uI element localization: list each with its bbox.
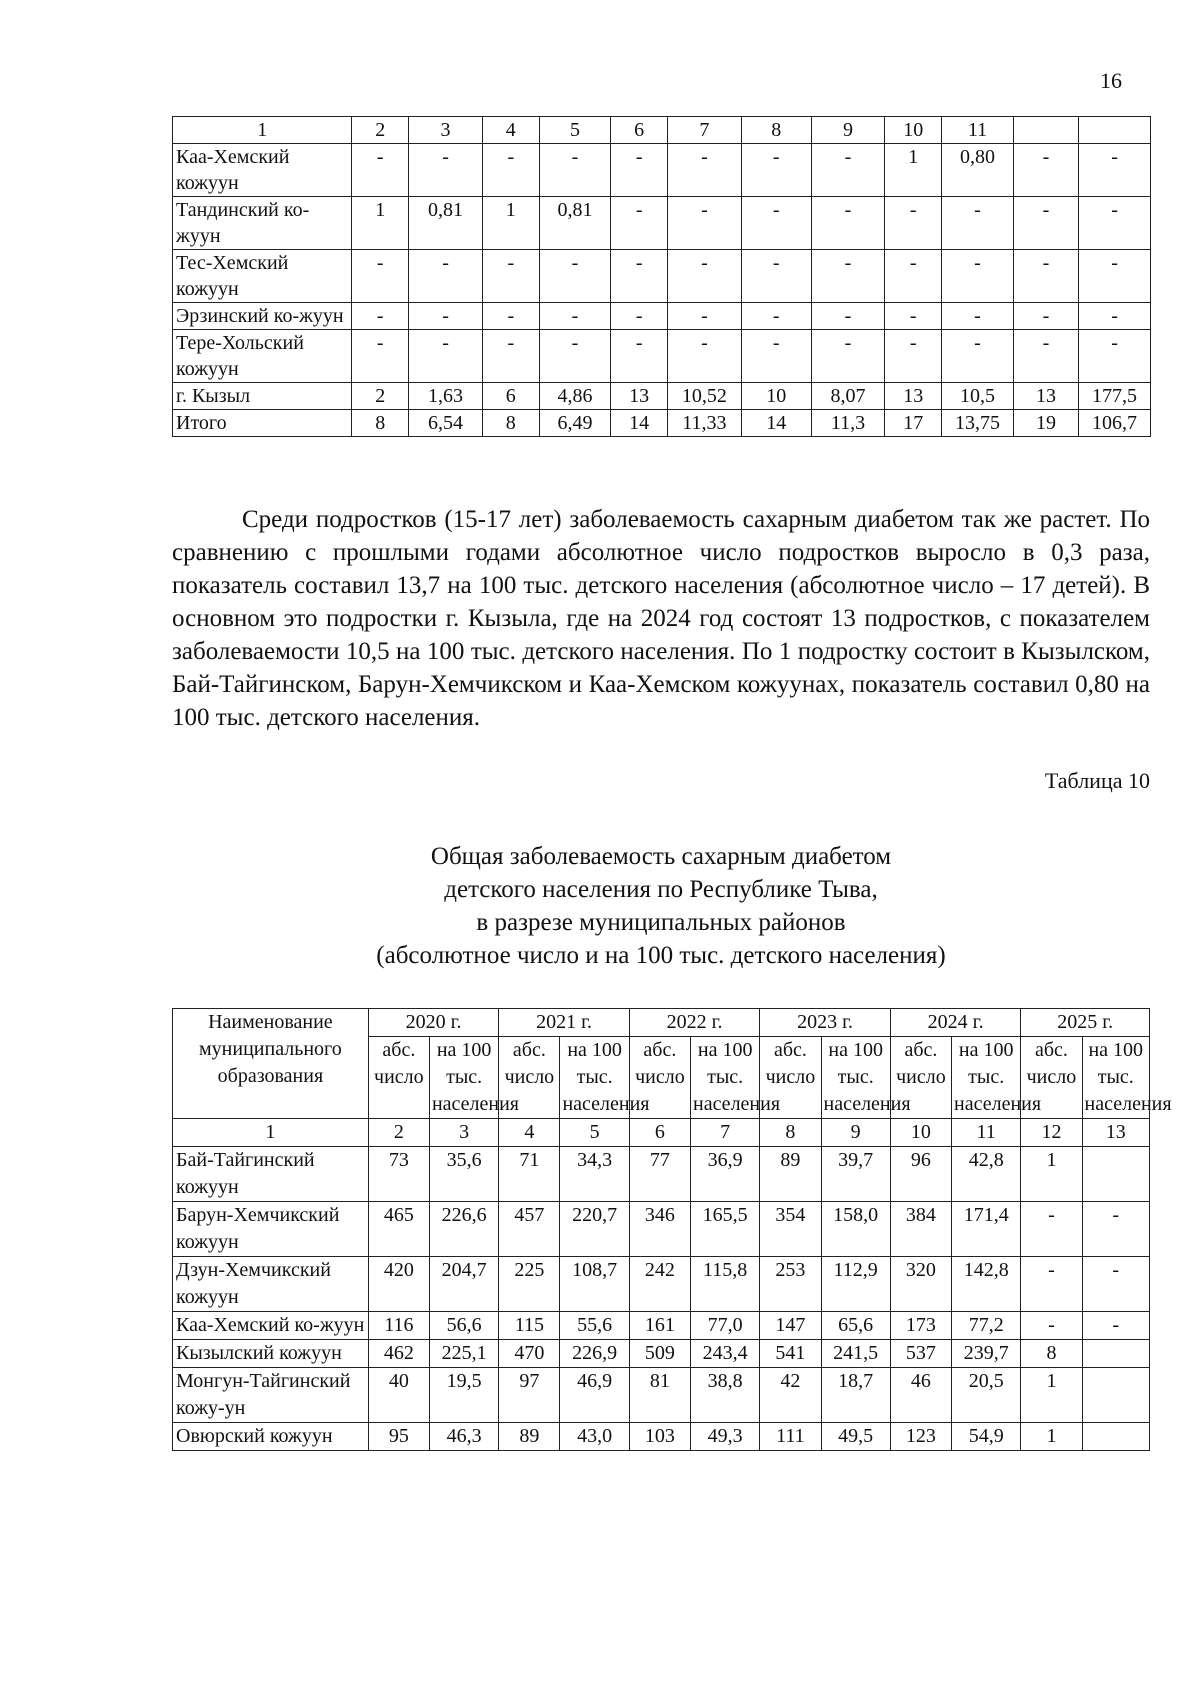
year-header: 2025 г. [1021, 1009, 1150, 1037]
table-cell: - [483, 303, 540, 330]
table-cell: - [409, 144, 483, 197]
paragraph-text: Среди подростков (15-17 лет) заболеваемость сахарным диабетом так же растет. По сравнению с прошлыми годами абсолютное число подростков выросло в 0,3 раза, показатель составил 13,7 на 100 тыс. детского населения (абсолютное число – 17 детей). В основном это подростки г. Кызыла, где на 2024 год состоят 13 подростков, с показателем заболеваемости 10,5 на 100 тыс. детского населения. По 1 подростку состоит в Кызылском, Бай-Тайгинском, Барун-Хемчикском и Каа-Хемском кожуунах, показатель составил 0,80 на 100 тыс. детского населения. [172, 506, 1150, 731]
district-name: Кызылский кожуун [173, 1340, 369, 1368]
table-cell: - [741, 303, 811, 330]
column-number: 10 [890, 1119, 951, 1147]
table-cell: 36,9 [690, 1147, 759, 1202]
table-cell: 173 [890, 1312, 951, 1340]
table-cell: - [1013, 250, 1078, 303]
table-cell: 142,8 [952, 1257, 1021, 1312]
district-name: Тере-Хольский кожуун [173, 330, 352, 383]
table-cell: 103 [629, 1423, 690, 1451]
table-cell: 541 [760, 1340, 821, 1368]
district-name: Овюрский кожуун [173, 1423, 369, 1451]
column-number: 3 [409, 117, 483, 144]
table-cell: 241,5 [821, 1340, 890, 1368]
column-number-row [173, 117, 1151, 144]
table-cell: 0,81 [409, 197, 483, 250]
table-cell: 55,6 [560, 1312, 629, 1340]
table-cell: - [811, 197, 885, 250]
table-cell: - [811, 250, 885, 303]
rate-header: на 100 тыс. населения [821, 1037, 890, 1119]
table-cell: 220,7 [560, 1202, 629, 1257]
table-cell: 89 [760, 1147, 821, 1202]
district-name: Каа-Хемский ко-жуун [173, 1312, 369, 1340]
table-cell: 470 [499, 1340, 560, 1368]
table-cell: 19 [1013, 410, 1078, 437]
table-cell: - [483, 330, 540, 383]
table-cell: - [1013, 330, 1078, 383]
table-cell: - [352, 250, 409, 303]
table-cell: 1 [1021, 1147, 1082, 1202]
table-cell: 243,4 [690, 1340, 759, 1368]
year-header: 2023 г. [760, 1009, 891, 1037]
table-cell: - [409, 303, 483, 330]
column-number: 7 [690, 1119, 759, 1147]
table-cell: - [1079, 144, 1151, 197]
table-cell: - [885, 330, 942, 383]
table-cell: - [667, 197, 741, 250]
table-cell: 14 [741, 410, 811, 437]
table-cell [1082, 1340, 1149, 1368]
table-cell: 537 [890, 1340, 951, 1368]
table-cell: 115 [499, 1312, 560, 1340]
table-row [173, 144, 1151, 197]
table-cell: - [352, 330, 409, 383]
table-cell: 49,5 [821, 1423, 890, 1451]
column-number: 5 [560, 1119, 629, 1147]
column-number [1079, 117, 1151, 144]
district-name: Монгун-Тайгинский кожу-ун [173, 1368, 369, 1423]
table-cell [1082, 1423, 1149, 1451]
table-cell: 115,8 [690, 1257, 759, 1312]
table-cell: 1 [352, 197, 409, 250]
table-cell: 462 [368, 1340, 429, 1368]
title-line: (абсолютное число и на 100 тыс. детского населения) [376, 942, 946, 969]
table-cell: 20,5 [952, 1368, 1021, 1423]
table-cell: 420 [368, 1257, 429, 1312]
table-cell: 226,6 [429, 1202, 498, 1257]
table-cell: 106,7 [1079, 410, 1151, 437]
column-number: 12 [1021, 1119, 1082, 1147]
table-cell: - [611, 330, 668, 383]
continued-table [172, 116, 1151, 437]
table-row [173, 1312, 1150, 1340]
table-cell: - [811, 330, 885, 383]
table-cell [1082, 1368, 1149, 1423]
year-header: 2024 г. [890, 1009, 1021, 1037]
column-number: 3 [429, 1119, 498, 1147]
table-cell: 8 [1021, 1340, 1082, 1368]
rate-header: на 100 тыс. населения [1082, 1037, 1149, 1119]
table-cell: 2 [352, 383, 409, 410]
abs-header: абс. число [629, 1037, 690, 1119]
table-cell: - [539, 303, 611, 330]
table-row [173, 410, 1151, 437]
table-cell: 177,5 [1079, 383, 1151, 410]
table-cell: - [741, 144, 811, 197]
table-cell: - [1079, 303, 1151, 330]
column-number: 10 [885, 117, 942, 144]
table-cell: 8 [352, 410, 409, 437]
table-cell: - [667, 303, 741, 330]
table-cell: - [885, 303, 942, 330]
table-cell: 204,7 [429, 1257, 498, 1312]
table-cell: 165,5 [690, 1202, 759, 1257]
table-cell: 13 [611, 383, 668, 410]
year-header: 2021 г. [499, 1009, 630, 1037]
table-cell: 14 [611, 410, 668, 437]
table-cell: 46 [890, 1368, 951, 1423]
table-cell: - [1082, 1257, 1149, 1312]
table-cell: 38,8 [690, 1368, 759, 1423]
table-cell: 42 [760, 1368, 821, 1423]
column-number-row [173, 1119, 1150, 1147]
table-cell: 225 [499, 1257, 560, 1312]
table-cell: - [1021, 1312, 1082, 1340]
table-row [173, 1340, 1150, 1368]
table-row [173, 1202, 1150, 1257]
table-cell: 108,7 [560, 1257, 629, 1312]
table-cell: 42,8 [952, 1147, 1021, 1202]
table-cell: 253 [760, 1257, 821, 1312]
rate-header: на 100 тыс. населения [560, 1037, 629, 1119]
table-cell: - [611, 250, 668, 303]
name-header: Наименование муниципального образования [173, 1009, 369, 1119]
district-name: Бай-Тайгинский кожуун [173, 1147, 369, 1202]
table-cell: - [1021, 1257, 1082, 1312]
district-name: г. Кызыл [173, 383, 352, 410]
table-cell: 40 [368, 1368, 429, 1423]
table-cell: 0,80 [942, 144, 1014, 197]
column-number: 9 [821, 1119, 890, 1147]
table-cell: 226,9 [560, 1340, 629, 1368]
table-cell: - [741, 330, 811, 383]
table-cell: - [1013, 303, 1078, 330]
table-cell: - [352, 303, 409, 330]
table-cell: 18,7 [821, 1368, 890, 1423]
table-cell: 384 [890, 1202, 951, 1257]
table-cell: 1 [483, 197, 540, 250]
year-header: 2020 г. [368, 1009, 499, 1037]
district-name: Каа-Хемский кожуун [173, 144, 352, 197]
table-row [173, 197, 1151, 250]
table-cell: - [409, 250, 483, 303]
column-number: 5 [539, 117, 611, 144]
table-cell: 35,6 [429, 1147, 498, 1202]
table-row [173, 383, 1151, 410]
table-cell: - [539, 330, 611, 383]
table-cell: - [1079, 250, 1151, 303]
table-cell: - [483, 250, 540, 303]
table-cell: 147 [760, 1312, 821, 1340]
table-cell: 1 [885, 144, 942, 197]
table-cell: 346 [629, 1202, 690, 1257]
table-cell: 13 [1013, 383, 1078, 410]
column-number: 1 [173, 117, 352, 144]
column-number: 6 [611, 117, 668, 144]
table-cell: 171,4 [952, 1202, 1021, 1257]
table-cell [1082, 1147, 1149, 1202]
table-cell: - [667, 330, 741, 383]
table-cell: 239,7 [952, 1340, 1021, 1368]
table-cell: - [942, 303, 1014, 330]
table-label: Таблица 10 [1044, 768, 1150, 793]
district-name: Барун-Хемчикский кожуун [173, 1202, 369, 1257]
table-row [173, 330, 1151, 383]
table-cell: 1,63 [409, 383, 483, 410]
year-header-row [173, 1009, 1150, 1037]
table-cell: 225,1 [429, 1340, 498, 1368]
table-cell: 71 [499, 1147, 560, 1202]
column-number: 11 [952, 1119, 1021, 1147]
table-cell: 320 [890, 1257, 951, 1312]
table-cell: - [1013, 197, 1078, 250]
table-row [173, 1257, 1150, 1312]
table-row [173, 1147, 1150, 1202]
table-cell: - [942, 197, 1014, 250]
column-number: 4 [499, 1119, 560, 1147]
table-cell: 509 [629, 1340, 690, 1368]
table-cell: - [1021, 1202, 1082, 1257]
abs-header: абс. число [499, 1037, 560, 1119]
table-cell: 46,9 [560, 1368, 629, 1423]
title-line: в разрезе муниципальных районов [476, 909, 846, 936]
table-cell: 6 [483, 383, 540, 410]
table-cell: 13,75 [942, 410, 1014, 437]
abs-header: абс. число [760, 1037, 821, 1119]
table-cell: - [667, 144, 741, 197]
table-cell: 123 [890, 1423, 951, 1451]
table-cell: 11,33 [667, 410, 741, 437]
table-cell: 77,2 [952, 1312, 1021, 1340]
column-number: 1 [173, 1119, 369, 1147]
table-cell: 161 [629, 1312, 690, 1340]
table-cell: 54,9 [952, 1423, 1021, 1451]
table-cell: 158,0 [821, 1202, 890, 1257]
column-number: 6 [629, 1119, 690, 1147]
column-number: 9 [811, 117, 885, 144]
column-number: 8 [760, 1119, 821, 1147]
district-name: Итого [173, 410, 352, 437]
table-cell: - [942, 330, 1014, 383]
table-cell: - [741, 197, 811, 250]
table-cell: 11,3 [811, 410, 885, 437]
table-cell: 354 [760, 1202, 821, 1257]
table-cell: 65,6 [821, 1312, 890, 1340]
table-cell: 77,0 [690, 1312, 759, 1340]
page-number: 16 [1100, 68, 1122, 93]
diabetes-table [172, 1008, 1172, 1451]
table-cell: 81 [629, 1368, 690, 1423]
table-cell: - [741, 250, 811, 303]
table-cell: 10,52 [667, 383, 741, 410]
rate-header: на 100 тыс. населения [690, 1037, 759, 1119]
table-cell: 73 [368, 1147, 429, 1202]
column-number: 7 [667, 117, 741, 144]
table-cell: - [1079, 197, 1151, 250]
table-title [172, 840, 1150, 972]
district-name: Тес-Хемский кожуун [173, 250, 352, 303]
table-cell: - [811, 303, 885, 330]
table-cell: 34,3 [560, 1147, 629, 1202]
table-cell: - [352, 144, 409, 197]
column-number: 11 [942, 117, 1014, 144]
rate-header: на 100 тыс. населения [952, 1037, 1021, 1119]
table-cell: 6,54 [409, 410, 483, 437]
table-row [173, 1423, 1150, 1451]
table-cell: - [409, 330, 483, 383]
abs-header: абс. число [890, 1037, 951, 1119]
table-row [173, 250, 1151, 303]
table-cell: 1 [1021, 1423, 1082, 1451]
table-cell: 10 [741, 383, 811, 410]
column-number: 4 [483, 117, 540, 144]
table-cell: - [483, 144, 540, 197]
table-cell: 95 [368, 1423, 429, 1451]
table-cell: - [667, 250, 741, 303]
column-number: 13 [1082, 1119, 1149, 1147]
year-header: 2022 г. [629, 1009, 760, 1037]
table-cell: - [611, 303, 668, 330]
table-cell: - [885, 250, 942, 303]
title-line: Общая заболеваемость сахарным диабетом [430, 843, 892, 870]
table-cell: - [539, 250, 611, 303]
title-line: детского населения по Республике Тыва, [444, 876, 878, 903]
table-cell: 10,5 [942, 383, 1014, 410]
table-cell: - [942, 250, 1014, 303]
table-cell: 1 [1021, 1368, 1082, 1423]
table-cell: 6,49 [539, 410, 611, 437]
table-cell: 39,7 [821, 1147, 890, 1202]
table-cell: 96 [890, 1147, 951, 1202]
column-number [1013, 117, 1078, 144]
district-name: Тандинский ко-жуун [173, 197, 352, 250]
table-cell: - [1082, 1312, 1149, 1340]
table-row [173, 1368, 1150, 1423]
table-cell: - [1013, 144, 1078, 197]
column-number: 8 [741, 117, 811, 144]
table-cell: 13 [885, 383, 942, 410]
table-cell: 89 [499, 1423, 560, 1451]
table-cell: 49,3 [690, 1423, 759, 1451]
table-cell: 43,0 [560, 1423, 629, 1451]
column-number: 2 [352, 117, 409, 144]
table-cell: - [611, 144, 668, 197]
table-cell: 8 [483, 410, 540, 437]
table-cell: 242 [629, 1257, 690, 1312]
table-cell: 17 [885, 410, 942, 437]
table-cell: 97 [499, 1368, 560, 1423]
table-cell: 116 [368, 1312, 429, 1340]
abs-header: абс. число [368, 1037, 429, 1119]
table-row [173, 303, 1151, 330]
table-cell: 4,86 [539, 383, 611, 410]
district-name: Дзун-Хемчикский кожуун [173, 1257, 369, 1312]
table-cell: 19,5 [429, 1368, 498, 1423]
table-cell: 0,81 [539, 197, 611, 250]
table-cell: - [539, 144, 611, 197]
district-name: Эрзинский ко-жуун [173, 303, 352, 330]
table-cell: - [1082, 1202, 1149, 1257]
table-cell: 46,3 [429, 1423, 498, 1451]
abs-header: абс. число [1021, 1037, 1082, 1119]
table-cell: 77 [629, 1147, 690, 1202]
table-cell: 111 [760, 1423, 821, 1451]
table-cell: 457 [499, 1202, 560, 1257]
table-cell: 56,6 [429, 1312, 498, 1340]
table-cell: 8,07 [811, 383, 885, 410]
table-cell: 465 [368, 1202, 429, 1257]
table-cell: 112,9 [821, 1257, 890, 1312]
rate-header: на 100 тыс. населения [429, 1037, 498, 1119]
table-cell: - [811, 144, 885, 197]
table-cell: - [1079, 330, 1151, 383]
table-cell: - [885, 197, 942, 250]
table-cell: - [611, 197, 668, 250]
column-number: 2 [368, 1119, 429, 1147]
